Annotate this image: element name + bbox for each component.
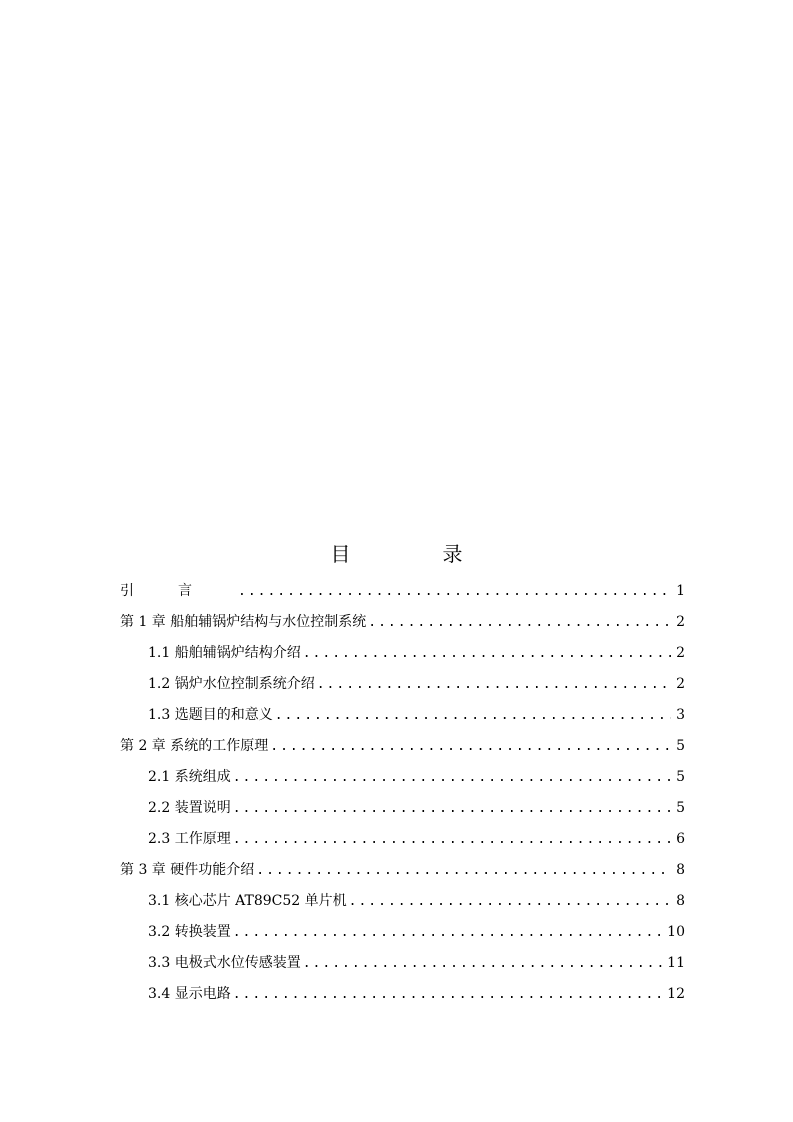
toc-entry[interactable] xyxy=(148,917,685,948)
toc-entry[interactable] xyxy=(120,607,685,638)
toc-entry[interactable] xyxy=(148,700,685,731)
toc-entry-label: 1.3 选题目的和意义 xyxy=(148,707,273,723)
toc-entry[interactable] xyxy=(120,576,685,607)
toc-entry-label: 3.4 显示电路 xyxy=(148,986,231,1002)
toc-entry-label: 引言 xyxy=(120,583,236,599)
toc-entry-label: 2.3 工作原理 xyxy=(148,831,231,847)
toc-entry[interactable] xyxy=(120,731,685,762)
toc-dot-leader xyxy=(317,669,671,700)
toc-dot-leader xyxy=(256,855,671,886)
toc-entry-page: 8 xyxy=(676,862,685,878)
toc-entry[interactable] xyxy=(148,669,685,700)
toc-entry-page: 1 xyxy=(676,583,685,599)
toc-dot-leader xyxy=(270,731,671,762)
toc-dot-leader xyxy=(233,917,663,948)
toc-entry-page: 10 xyxy=(667,924,685,940)
toc-title: 目 录 xyxy=(330,542,499,566)
toc-dot-leader xyxy=(303,948,663,979)
toc-list xyxy=(0,576,793,1010)
toc-entry[interactable] xyxy=(148,824,685,855)
toc-entry-page: 8 xyxy=(676,893,685,909)
toc-entry-page: 3 xyxy=(676,707,685,723)
toc-entry-label: 3.2 转换装置 xyxy=(148,924,231,940)
toc-entry-label: 3.3 电极式水位传感装置 xyxy=(148,955,301,971)
toc-entry[interactable] xyxy=(148,979,685,1010)
toc-dot-leader xyxy=(238,576,671,607)
toc-entry-page: 5 xyxy=(676,738,685,754)
toc-dot-leader xyxy=(233,762,671,793)
toc-entry-page: 5 xyxy=(676,800,685,816)
toc-entry-page: 6 xyxy=(676,831,685,847)
toc-entry[interactable] xyxy=(148,948,685,979)
toc-entry-page: 2 xyxy=(676,676,685,692)
toc-entry[interactable] xyxy=(148,886,685,917)
toc-entry-label: 第 1 章 船舶辅锅炉结构与水位控制系统 xyxy=(120,614,367,630)
toc-dot-leader xyxy=(368,607,671,638)
toc-entry-label: 3.1 核心芯片 AT89C52 单片机 xyxy=(148,893,347,909)
toc-entry[interactable] xyxy=(120,855,685,886)
toc-entry-label: 2.1 系统组成 xyxy=(148,769,231,785)
toc-entry-page: 2 xyxy=(676,645,685,661)
toc-entry-label: 第 2 章 系统的工作原理 xyxy=(120,738,269,754)
toc-entry-page: 12 xyxy=(667,986,685,1002)
toc-entry-label: 2.2 装置说明 xyxy=(148,800,231,816)
toc-dot-leader xyxy=(275,700,671,731)
toc-entry[interactable] xyxy=(148,793,685,824)
toc-dot-leader xyxy=(349,886,671,917)
toc-dot-leader xyxy=(233,793,671,824)
toc-entry-page: 2 xyxy=(676,614,685,630)
toc-entry[interactable] xyxy=(148,638,685,669)
toc-entry-label: 1.2 锅炉水位控制系统介绍 xyxy=(148,676,315,692)
toc-entry[interactable] xyxy=(148,762,685,793)
toc-dot-leader xyxy=(233,979,663,1010)
toc-entry-page: 11 xyxy=(667,955,685,971)
toc-dot-leader xyxy=(233,824,671,855)
toc-entry-page: 5 xyxy=(676,769,685,785)
toc-entry-label: 1.1 船舶辅锅炉结构介绍 xyxy=(148,645,301,661)
toc-entry-label: 第 3 章 硬件功能介绍 xyxy=(120,862,255,878)
toc-dot-leader xyxy=(303,638,671,669)
